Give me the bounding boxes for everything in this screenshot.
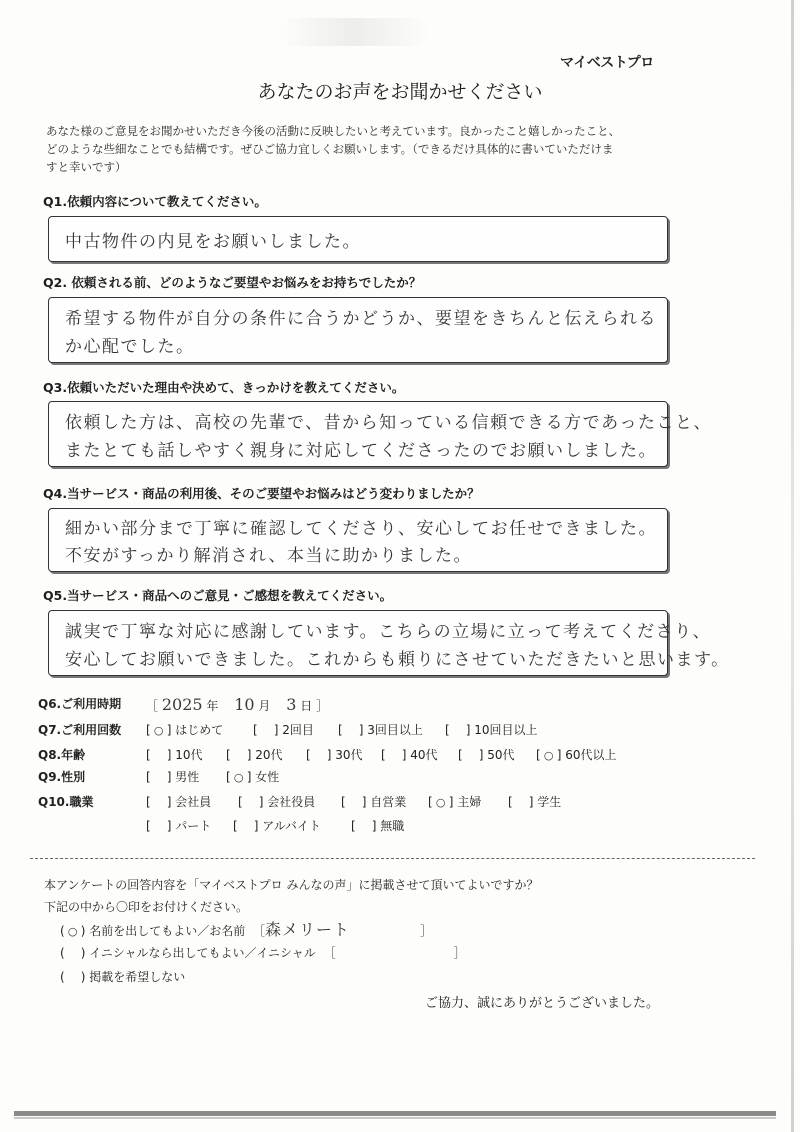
q2-answer-box[interactable] [48, 297, 668, 363]
q6-row [38, 695, 758, 717]
q7-row [38, 721, 758, 741]
scan-bottom-edge [14, 1111, 776, 1116]
publication-instruction: 下記の中から〇印をお付けください。 [44, 900, 249, 914]
q4-answer-box[interactable] [48, 508, 668, 572]
q1-answer-line1: 中古物件の内見をお願いしました。 [65, 232, 361, 252]
q10-option[interactable]: [ ] 無職 [351, 819, 405, 833]
q10-label: Q10.職業 [38, 795, 94, 809]
q9-option[interactable]: [ ○ ] 女性 [226, 770, 280, 784]
q7-option[interactable]: [ ○ ] はじめて [146, 723, 224, 737]
q6-label: Q6.ご利用時期 [38, 697, 122, 711]
q8-option[interactable]: [ ] 30代 [306, 748, 363, 762]
q7-option[interactable]: [ ] 10回目以上 [445, 723, 538, 737]
q10-option[interactable]: [ ] パート [146, 819, 212, 833]
publication-option-initial[interactable]: ( ) イニシャルなら出してもよい／イニシャル ［ ］ [60, 946, 466, 960]
page-title: あなたのお声をお聞かせください [257, 81, 543, 103]
q5-answer-line2: 安心してお願いできました。これからも頼りにさせていただきたいと思います。 [65, 650, 730, 670]
q10-option[interactable]: [ ] 学生 [508, 795, 562, 809]
q10-option[interactable]: [ ] 自営業 [341, 795, 407, 809]
q10-row [38, 793, 758, 839]
q3-answer-line2: またとても話しやすく親身に対応してくださったのでお願いしました。 [65, 441, 657, 461]
scan-bottom-edge-shadow [14, 1117, 776, 1119]
q6-year: 2025 [161, 695, 203, 714]
intro-text: あなた様のご意見をお聞かせいただき今後の活動に反映したいと考えています。良かったこと嬉しかったこと、 どのような些細なことでも結構です。ぜひご協力宜しくお願いします。（できるだけ具体的に書いていただけま すと幸いです） [46, 124, 621, 174]
q7-option[interactable]: [ ] 2回目 [253, 723, 314, 737]
thanks-message: ご協力、誠にありがとうございました。 [425, 996, 660, 1011]
q8-option[interactable]: [ ] 20代 [226, 748, 283, 762]
publication-question: 本アンケートの回答内容を「マイベストプロ みんなの声」に掲載させて頂いてよいですか？ [44, 878, 539, 892]
section-divider [30, 858, 755, 859]
q7-option[interactable]: [ ] 3回目以上 [338, 723, 423, 737]
q8-option[interactable]: [ ] 50代 [458, 748, 515, 762]
q9-label: Q9.性別 [38, 770, 86, 784]
q8-row [38, 746, 758, 766]
q5-label: Q5.当サービス・商品へのご意見・ご感想を教えてください。 [43, 588, 393, 603]
q2-answer-line1: 希望する物件が自分の条件に合うかどうか、要望をきちんと伝えられる [65, 309, 657, 329]
q4-answer-line2: 不安がすっかり解消され、本当に助かりました。 [65, 546, 472, 566]
q6-day: 3 [286, 695, 297, 714]
publication-option-name[interactable]: ( ○ ) 名前を出してもよい／お名前 ［森メリート ］ [60, 920, 433, 939]
scan-smudge [280, 18, 430, 46]
q4-answer-line1: 細かい部分まで丁寧に確認してくださり、安心してお任せできました。 [65, 519, 657, 539]
q6-date[interactable]: ［ 2025 年 10 月 3 日 ］ [146, 695, 329, 714]
q2-answer-line2: か心配でした。 [65, 337, 195, 357]
scan-edge [791, 0, 794, 1132]
q10-option[interactable]: [ ] アルバイト [233, 819, 321, 833]
q9-option[interactable]: [ ] 男性 [146, 770, 200, 784]
q10-option[interactable]: [ ○ ] 主婦 [428, 795, 482, 809]
q8-option[interactable]: [ ] 40代 [381, 748, 438, 762]
q10-option[interactable]: [ ] 会社員 [146, 795, 212, 809]
publication-name-value: 森メリート [265, 920, 351, 939]
publication-option-decline[interactable]: ( ) 掲載を希望しない [60, 970, 186, 984]
q10-option[interactable]: [ ] 会社役員 [238, 795, 316, 809]
q6-month: 10 [234, 695, 255, 714]
q1-answer-box[interactable] [48, 216, 668, 262]
q2-label: Q2. 依頼される前、どのようなご要望やお悩みをお持ちでしたか？ [43, 275, 422, 290]
q4-label: Q4.当サービス・商品の利用後、そのご要望やお悩みはどう変わりましたか？ [43, 486, 480, 501]
q3-answer-box[interactable] [48, 401, 712, 467]
q3-answer-line1: 依頼した方は、高校の先輩で、昔から知っている信頼できる方であったこと、 [65, 413, 712, 433]
q3-label: Q3.依頼いただいた理由や決めて、きっかけを教えてください。 [43, 380, 405, 395]
brand-logo: マイベストプロ [560, 55, 654, 71]
q7-label: Q7.ご利用回数 [38, 723, 122, 737]
q1-label: Q1.依頼内容について教えてください。 [43, 194, 267, 209]
q8-label: Q8.年齢 [38, 748, 86, 762]
q5-answer-line1: 誠実で丁寧な対応に感謝しています。こちらの立場に立って考えてくださり、 [65, 622, 712, 642]
q8-option[interactable]: [ ] 10代 [146, 748, 203, 762]
q8-option[interactable]: [ ○ ] 60代以上 [536, 748, 617, 762]
q9-row [38, 768, 758, 788]
q5-answer-box[interactable] [48, 610, 730, 676]
